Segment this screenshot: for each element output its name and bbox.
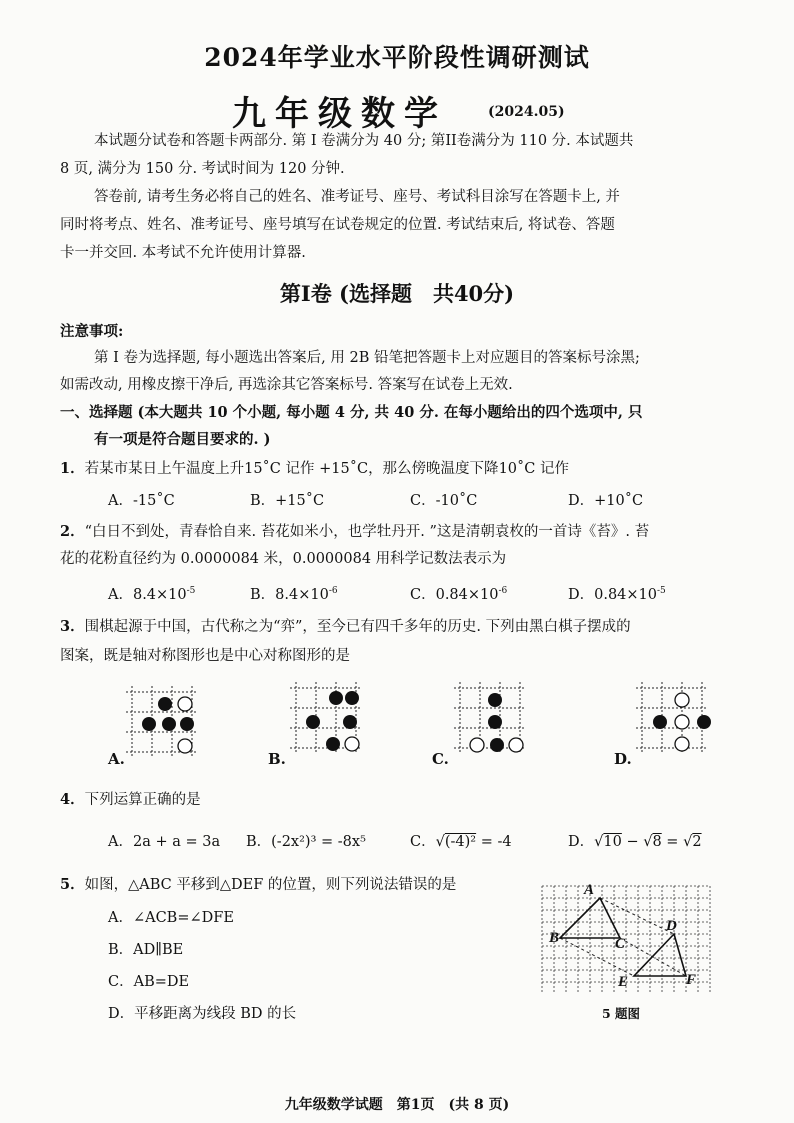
option-d: D．√10 − √8 = √2 [568,834,702,850]
question-2-line: 花的花粉直径约为 0.0000084 米，0.0000084 用科学记数法表示为 [60,551,507,567]
option-a: A．∠ACB=∠DFE [108,910,234,926]
option-c: C．$0.84\times 10^{-6}$ [410,586,508,603]
pattern-b [290,682,362,754]
notice-line: 第 I 卷为选择题, 每小题选出答案后, 用 2B 铅笔把答题卡上对应题目的答案标号涂黑; [94,350,640,366]
point-label-b: B [549,930,560,946]
question-4-stem: 4．下列运算正确的是 [60,791,201,808]
option-c: C．AB=DE [108,974,190,990]
question-number: 5． [60,876,85,893]
question-number: 1． [60,460,85,477]
page-footer: 九年级数学试题 第1页 (共 8 页) [284,1097,510,1113]
question-number: 2． [60,523,85,540]
intro-line: 同时将考点、姓名、准考证号、座号填写在试卷规定的位置. 考试结束后, 将试卷、答题 [60,217,615,233]
exam-title: 2024年学业水平阶段性调研测试 [204,43,590,72]
figure-caption: 5 题图 [602,1006,641,1021]
point-label-a: A [584,882,595,898]
question-1-stem: 1．若某市某日上午温度上升15˚C 记作 +15˚C，那么傍晚温度下降10˚C 记作 [60,460,569,477]
question-3-line: 3．围棋起源于中国，古代称之为“弈”，至今已有四千多年的历史. 下列由黑白棋子摆成的 [60,618,631,635]
option-a: A．2a + a = 3a [108,834,221,850]
point-label-d: D [666,918,677,934]
question-number: 4． [60,791,85,808]
option-b: B．AD∥BE [108,942,184,958]
option-d: D．+10˚C [568,493,644,509]
option-a: A．-15˚C [108,493,175,509]
question-number: 3． [60,618,85,635]
option-a: A．$8.4\times 10^{-5}$ [108,586,196,603]
option-b: B．$8.4\times 10^{-6}$ [250,586,338,603]
subject-title: 九年级数学 [232,94,447,134]
point-label-c: C [615,936,626,952]
part-heading: 有一项是符合题目要求的. ) [94,431,271,448]
pattern-label-d: D. [614,750,632,768]
point-label-f: F [686,972,697,988]
pattern-d [636,682,711,754]
intro-line: 卡一并交回. 本考试不允许使用计算器. [60,245,306,261]
section-title: 第I卷 (选择题 共40分) [279,281,515,306]
intro-line: 8 页, 满分为 150 分. 考试时间为 120 分钟. [60,161,345,177]
option-c: C．√(-4)² = -4 [410,834,512,850]
question-2-line: 2．“白日不到处，青春恰自来. 苔花如米小，也学牡丹开. ”这是清朝袁枚的一首诗《苔》. 苔 [60,523,650,540]
notice-line: 如需改动, 用橡皮擦干净后, 再选涂其它答案标号. 答案写在试卷上无效. [60,377,513,393]
option-d: D．$0.84\times 10^{-5}$ [568,586,666,603]
intro-line: 答卷前, 请考生务必将自己的姓名、准考证号、座号、考试科目涂写在答题卡上, 并 [94,189,620,205]
exam-date: (2024.05) [488,104,565,120]
option-b: B．(-2x²)³ = -8x⁵ [246,834,366,850]
pattern-label-b: B. [268,750,286,768]
question-3-line: 图案，既是轴对称图形也是中心对称图形的是 [60,648,350,664]
pattern-label-c: C. [432,750,449,768]
part-heading: 一、选择题 (本大题共 10 个小题, 每小题 4 分, 共 40 分. 在每小题给出的四个选项中, 只 [60,404,643,421]
intro-line: 本试题分试卷和答题卡两部分. 第 I 卷满分为 40 分; 第II卷满分为 110 分. 本试题共 [94,133,634,149]
option-d: D．平移距离为线段 BD 的长 [108,1006,297,1022]
notice-label: 注意事项: [60,323,124,340]
option-c: C．-10˚C [410,493,478,509]
pattern-a [126,686,198,758]
option-b: B．+15˚C [250,493,325,509]
question-5-stem: 5．如图，△ABC 平移到△DEF 的位置，则下列说法错误的是 [60,876,457,893]
pattern-label-a: A. [108,750,125,768]
pattern-c [454,682,526,754]
point-label-e: E [618,974,629,990]
